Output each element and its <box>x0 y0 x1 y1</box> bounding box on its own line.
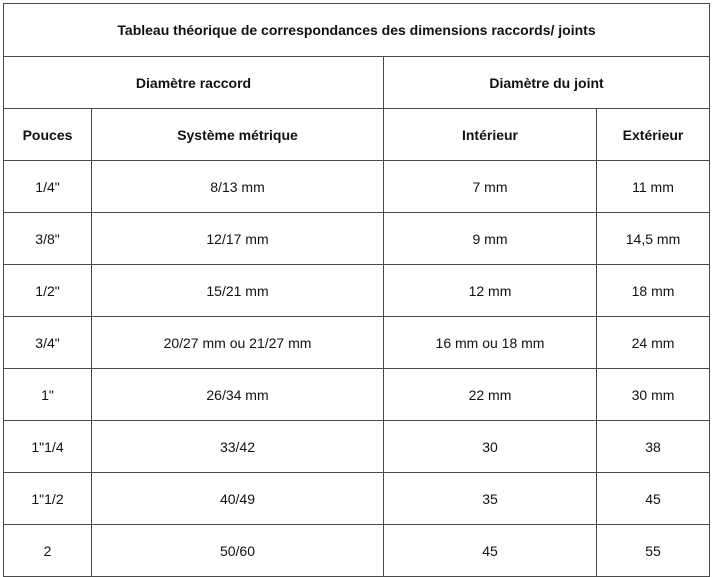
cell-pouces: 1/4" <box>4 161 92 213</box>
group-header-row <box>4 57 710 109</box>
cell-interieur: 30 <box>384 421 597 473</box>
table-row <box>4 265 710 317</box>
column-header-interieur: Intérieur <box>384 109 597 161</box>
cell-metrique: 15/21 mm <box>92 265 384 317</box>
table-row <box>4 369 710 421</box>
table-row <box>4 525 710 577</box>
table-row <box>4 213 710 265</box>
table-row <box>4 317 710 369</box>
cell-metrique: 20/27 mm ou 21/27 mm <box>92 317 384 369</box>
cell-exterieur: 18 mm <box>597 265 710 317</box>
cell-metrique: 26/34 mm <box>92 369 384 421</box>
cell-metrique: 12/17 mm <box>92 213 384 265</box>
table-row <box>4 421 710 473</box>
column-header-pouces: Pouces <box>4 109 92 161</box>
cell-metrique: 8/13 mm <box>92 161 384 213</box>
table-row <box>4 473 710 525</box>
column-header-exterieur: Extérieur <box>597 109 710 161</box>
cell-metrique: 40/49 <box>92 473 384 525</box>
cell-exterieur: 30 mm <box>597 369 710 421</box>
cell-pouces: 3/4" <box>4 317 92 369</box>
cell-exterieur: 24 mm <box>597 317 710 369</box>
cell-pouces: 1" <box>4 369 92 421</box>
column-header-row <box>4 109 710 161</box>
cell-pouces: 1"1/2 <box>4 473 92 525</box>
cell-exterieur: 45 <box>597 473 710 525</box>
cell-pouces: 2 <box>4 525 92 577</box>
cell-interieur: 9 mm <box>384 213 597 265</box>
cell-interieur: 12 mm <box>384 265 597 317</box>
cell-pouces: 3/8" <box>4 213 92 265</box>
cell-exterieur: 55 <box>597 525 710 577</box>
cell-metrique: 50/60 <box>92 525 384 577</box>
cell-interieur: 35 <box>384 473 597 525</box>
cell-interieur: 7 mm <box>384 161 597 213</box>
table-title: Tableau théorique de correspondances des dimensions raccords/ joints <box>4 4 710 57</box>
cell-pouces: 1"1/4 <box>4 421 92 473</box>
group-header-joint: Diamètre du joint <box>384 57 710 109</box>
cell-interieur: 22 mm <box>384 369 597 421</box>
cell-pouces: 1/2" <box>4 265 92 317</box>
cell-interieur: 45 <box>384 525 597 577</box>
cell-exterieur: 11 mm <box>597 161 710 213</box>
table-row <box>4 161 710 213</box>
cell-exterieur: 38 <box>597 421 710 473</box>
title-row <box>4 4 710 57</box>
group-header-raccord: Diamètre raccord <box>4 57 384 109</box>
cell-interieur: 16 mm ou 18 mm <box>384 317 597 369</box>
correspondence-table <box>3 3 710 577</box>
cell-metrique: 33/42 <box>92 421 384 473</box>
cell-exterieur: 14,5 mm <box>597 213 710 265</box>
column-header-metrique: Système métrique <box>92 109 384 161</box>
